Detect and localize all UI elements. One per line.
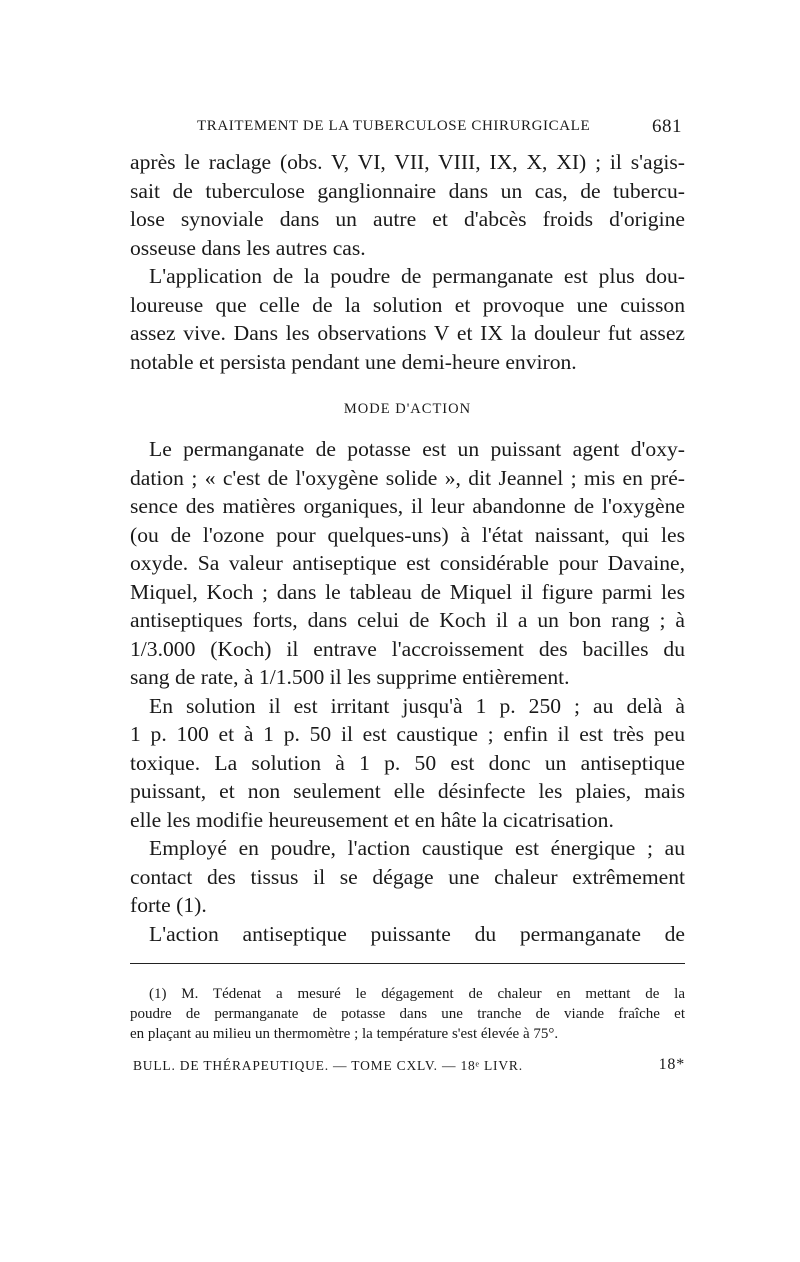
text-line: Miquel, Koch ; dans le tableau de Miquel il figure parmi les [130, 579, 685, 604]
text-line: oxyde. Sa valeur antiseptique est considérable pour Davaine, [130, 551, 685, 575]
text-line: sang de rate, à 1/1.500 il les supprime entièrement. [130, 665, 570, 689]
page-footer [130, 1058, 685, 1080]
text-line: loureuse que celle de la solution et provoque une cuisson [130, 292, 685, 317]
text-line: toxique. La solution à 1 p. 50 est donc un antiseptique [130, 750, 685, 775]
text-line: forte (1). [130, 893, 207, 917]
text-line: osseuse dans les autres cas. [130, 235, 366, 260]
text-line: En solution il est irritant jusqu'à 1 p. 250 ; au delà à [149, 693, 685, 718]
signature-mark: 18* [658, 1056, 685, 1073]
bulletin-reference: BULL. DE THÉRAPEUTIQUE. — TOME CXLV. — 18ᵉ LIVR. [133, 1058, 523, 1073]
text-line: antiseptiques forts, dans celui de Koch il a un bon rang ; à [130, 608, 685, 632]
text-line: sait de tuberculose ganglionnaire dans un cas, de tubercu- [130, 178, 685, 203]
footnote-line: (1) M. Tédenat a mesuré le dégagement de chaleur en mettant de la [149, 986, 685, 1002]
text-line: 1/3.000 (Koch) il entrave l'accroissement des bacilles du [130, 636, 685, 661]
text-line: assez vive. Dans les observations V et IX la douleur fut assez [130, 321, 685, 345]
page-number: 681 [652, 116, 682, 137]
running-head-title: TRAITEMENT DE LA TUBERCULOSE CHIRURGICALE [197, 118, 591, 134]
text-line: contact des tissus il se dégage une chaleur extrêmement [130, 864, 685, 889]
section-heading: MODE D'ACTION [343, 401, 472, 417]
body-text-lower [130, 435, 685, 948]
paragraph [130, 834, 685, 920]
text-line: Employé en poudre, l'action caustique est énergique ; au [149, 836, 685, 860]
paragraph [130, 262, 685, 376]
footnote [130, 984, 685, 1044]
text-line: Le permanganate de potasse est un puissant agent d'oxy- [149, 437, 685, 461]
paragraph [130, 148, 685, 262]
text-line: (ou de l'ozone pour quelques-uns) à l'état naissant, qui les [130, 522, 685, 547]
text-line: notable et persista pendant une demi-heure environ. [130, 349, 577, 374]
footnote-line: en plaçant au milieu un thermomètre ; la température s'est élevée à 75°. [130, 1026, 559, 1042]
text-line: 1 p. 100 et à 1 p. 50 il est caustique ; enfin il est très peu [130, 722, 685, 746]
footnote-rule [130, 963, 685, 964]
text-line: L'application de la poudre de permanganate est plus dou- [149, 264, 685, 288]
text-line: elle les modifie heureusement et en hâte la cicatrisation. [130, 807, 614, 832]
paragraph [130, 435, 685, 692]
paragraph [130, 692, 685, 835]
footnote-line: poudre de permanganate de potasse dans une tranche de viande fraîche et [130, 1006, 685, 1022]
text-line: puissant, et non seulement elle désinfecte les plaies, mais [130, 779, 685, 803]
paragraph [130, 920, 685, 949]
text-line: lose synoviale dans un autre et d'abcès froids d'origine [130, 207, 685, 231]
text-line: sence des matières organiques, il leur abandonne de l'oxygène [130, 494, 685, 518]
text-line: dation ; « c'est de l'oxygène solide », dit Jeannel ; mis en pré- [130, 465, 685, 490]
body-text-upper [130, 148, 685, 376]
text-line: après le raclage (obs. V, VI, VII, VIII, IX, X, XI) ; il s'agis- [130, 150, 685, 174]
text-line: L'action antiseptique puissante du permanganate de [149, 921, 685, 946]
running-head [197, 118, 682, 140]
